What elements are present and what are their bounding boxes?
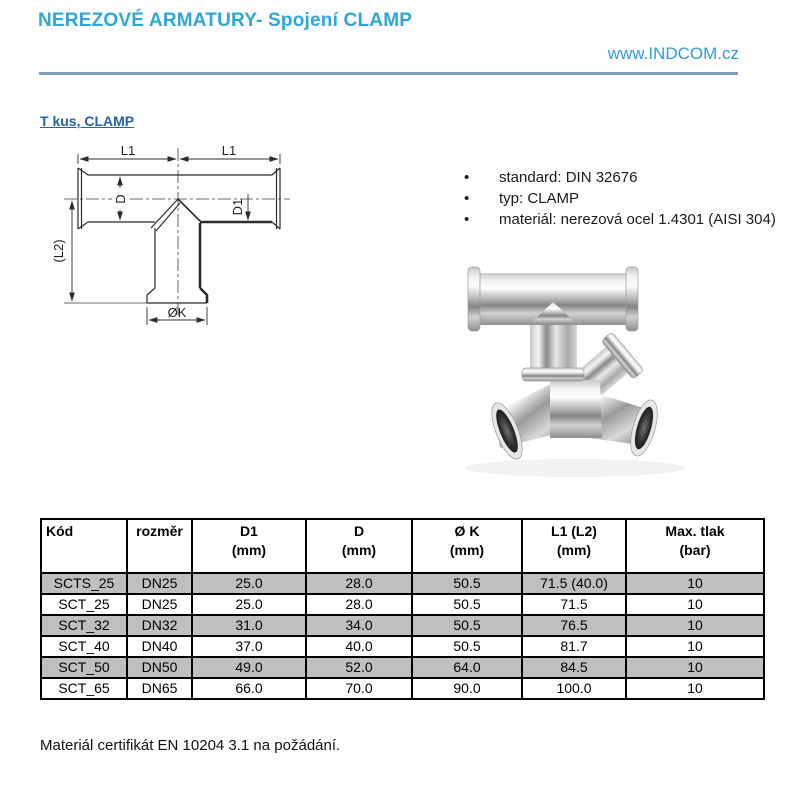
table-cell: 25.0 bbox=[192, 594, 306, 615]
column-header-d: D (mm) bbox=[306, 519, 412, 573]
spec-table-header bbox=[41, 519, 764, 573]
table-cell: 50.5 bbox=[412, 594, 522, 615]
table-cell: 37.0 bbox=[192, 636, 306, 657]
column-header-k: Ø K (mm) bbox=[412, 519, 522, 573]
table-cell: SCT_32 bbox=[41, 615, 127, 636]
table-cell: 10 bbox=[626, 615, 764, 636]
table-cell: 50.5 bbox=[412, 636, 522, 657]
centerlines bbox=[64, 148, 290, 318]
table-row bbox=[41, 678, 764, 699]
dim-label-ok: ØK bbox=[167, 305, 187, 320]
table-row bbox=[41, 573, 764, 594]
table-cell: SCT_25 bbox=[41, 594, 127, 615]
table-row bbox=[41, 615, 764, 636]
table-cell: 71.5 bbox=[522, 594, 626, 615]
table-cell: 100.0 bbox=[522, 678, 626, 699]
table-cell: 71.5 (40.0) bbox=[522, 573, 626, 594]
table-cell: 28.0 bbox=[306, 573, 412, 594]
tee-outline bbox=[78, 168, 280, 303]
column-header-max-tlak: Max. tlak (bar) bbox=[626, 519, 764, 573]
table-cell: 25.0 bbox=[192, 573, 306, 594]
table-cell: 84.5 bbox=[522, 657, 626, 678]
spec-item-material: • materiál: nerezová ocel 1.4301 (AISI 304) bbox=[462, 209, 797, 230]
table-cell: 81.7 bbox=[522, 636, 626, 657]
table-cell: 50.5 bbox=[412, 615, 522, 636]
header-divider bbox=[39, 72, 738, 75]
column-header-rozmer: rozměr bbox=[127, 519, 192, 573]
dim-label-l2: (L2) bbox=[51, 239, 66, 263]
photo-shadow bbox=[465, 459, 685, 477]
table-cell: DN40 bbox=[127, 636, 192, 657]
table-cell: 66.0 bbox=[192, 678, 306, 699]
dimension-lines bbox=[72, 154, 280, 325]
table-cell: 52.0 bbox=[306, 657, 412, 678]
dim-label-d: D bbox=[113, 194, 128, 204]
table-cell: DN32 bbox=[127, 615, 192, 636]
table-cell: SCT_65 bbox=[41, 678, 127, 699]
table-cell: 49.0 bbox=[192, 657, 306, 678]
table-cell: 40.0 bbox=[306, 636, 412, 657]
page-title: NEREZOVÉ ARMATURY- Spojení CLAMP bbox=[38, 10, 413, 31]
column-header-l1-l2: L1 (L2) (mm) bbox=[522, 519, 626, 573]
table-cell: SCT_40 bbox=[41, 636, 127, 657]
spec-item-typ: • typ: CLAMP bbox=[462, 188, 797, 209]
spec-item-standard: • standard: DIN 32676 bbox=[462, 167, 797, 188]
spec-table-body bbox=[41, 573, 764, 699]
table-cell: 10 bbox=[626, 657, 764, 678]
section-link-t-kus[interactable]: T kus, CLAMP bbox=[40, 113, 135, 129]
table-row bbox=[41, 636, 764, 657]
certificate-note: Materiál certifikát EN 10204 3.1 na požádání. bbox=[40, 737, 341, 754]
table-cell: 76.5 bbox=[522, 615, 626, 636]
table-cell: SCTS_25 bbox=[41, 573, 127, 594]
table-cell: 28.0 bbox=[306, 594, 412, 615]
table-cell: 10 bbox=[626, 573, 764, 594]
technical-drawing bbox=[50, 138, 350, 338]
dim-label-l1-left: L1 bbox=[120, 143, 136, 158]
table-cell: 70.0 bbox=[306, 678, 412, 699]
table-cell: DN65 bbox=[127, 678, 192, 699]
table-cell: 31.0 bbox=[192, 615, 306, 636]
table-cell: 10 bbox=[626, 594, 764, 615]
table-cell: 50.5 bbox=[412, 573, 522, 594]
spec-table bbox=[40, 518, 765, 700]
product-photo bbox=[450, 240, 715, 490]
table-cell: 64.0 bbox=[412, 657, 522, 678]
table-cell: DN25 bbox=[127, 573, 192, 594]
table-cell: DN50 bbox=[127, 657, 192, 678]
table-cell: 90.0 bbox=[412, 678, 522, 699]
table-cell: SCT_50 bbox=[41, 657, 127, 678]
table-cell: 10 bbox=[626, 636, 764, 657]
spec-list bbox=[462, 167, 797, 230]
table-cell: 34.0 bbox=[306, 615, 412, 636]
column-header-d1: D1 (mm) bbox=[192, 519, 306, 573]
table-cell: 10 bbox=[626, 678, 764, 699]
table-cell: DN25 bbox=[127, 594, 192, 615]
dim-label-d1: D1 bbox=[230, 198, 245, 216]
table-row bbox=[41, 594, 764, 615]
table-row bbox=[41, 657, 764, 678]
column-header-kod: Kód bbox=[41, 519, 127, 573]
dim-label-l1-right: L1 bbox=[221, 143, 237, 158]
website-link[interactable]: www.INDCOM.cz bbox=[607, 44, 739, 63]
